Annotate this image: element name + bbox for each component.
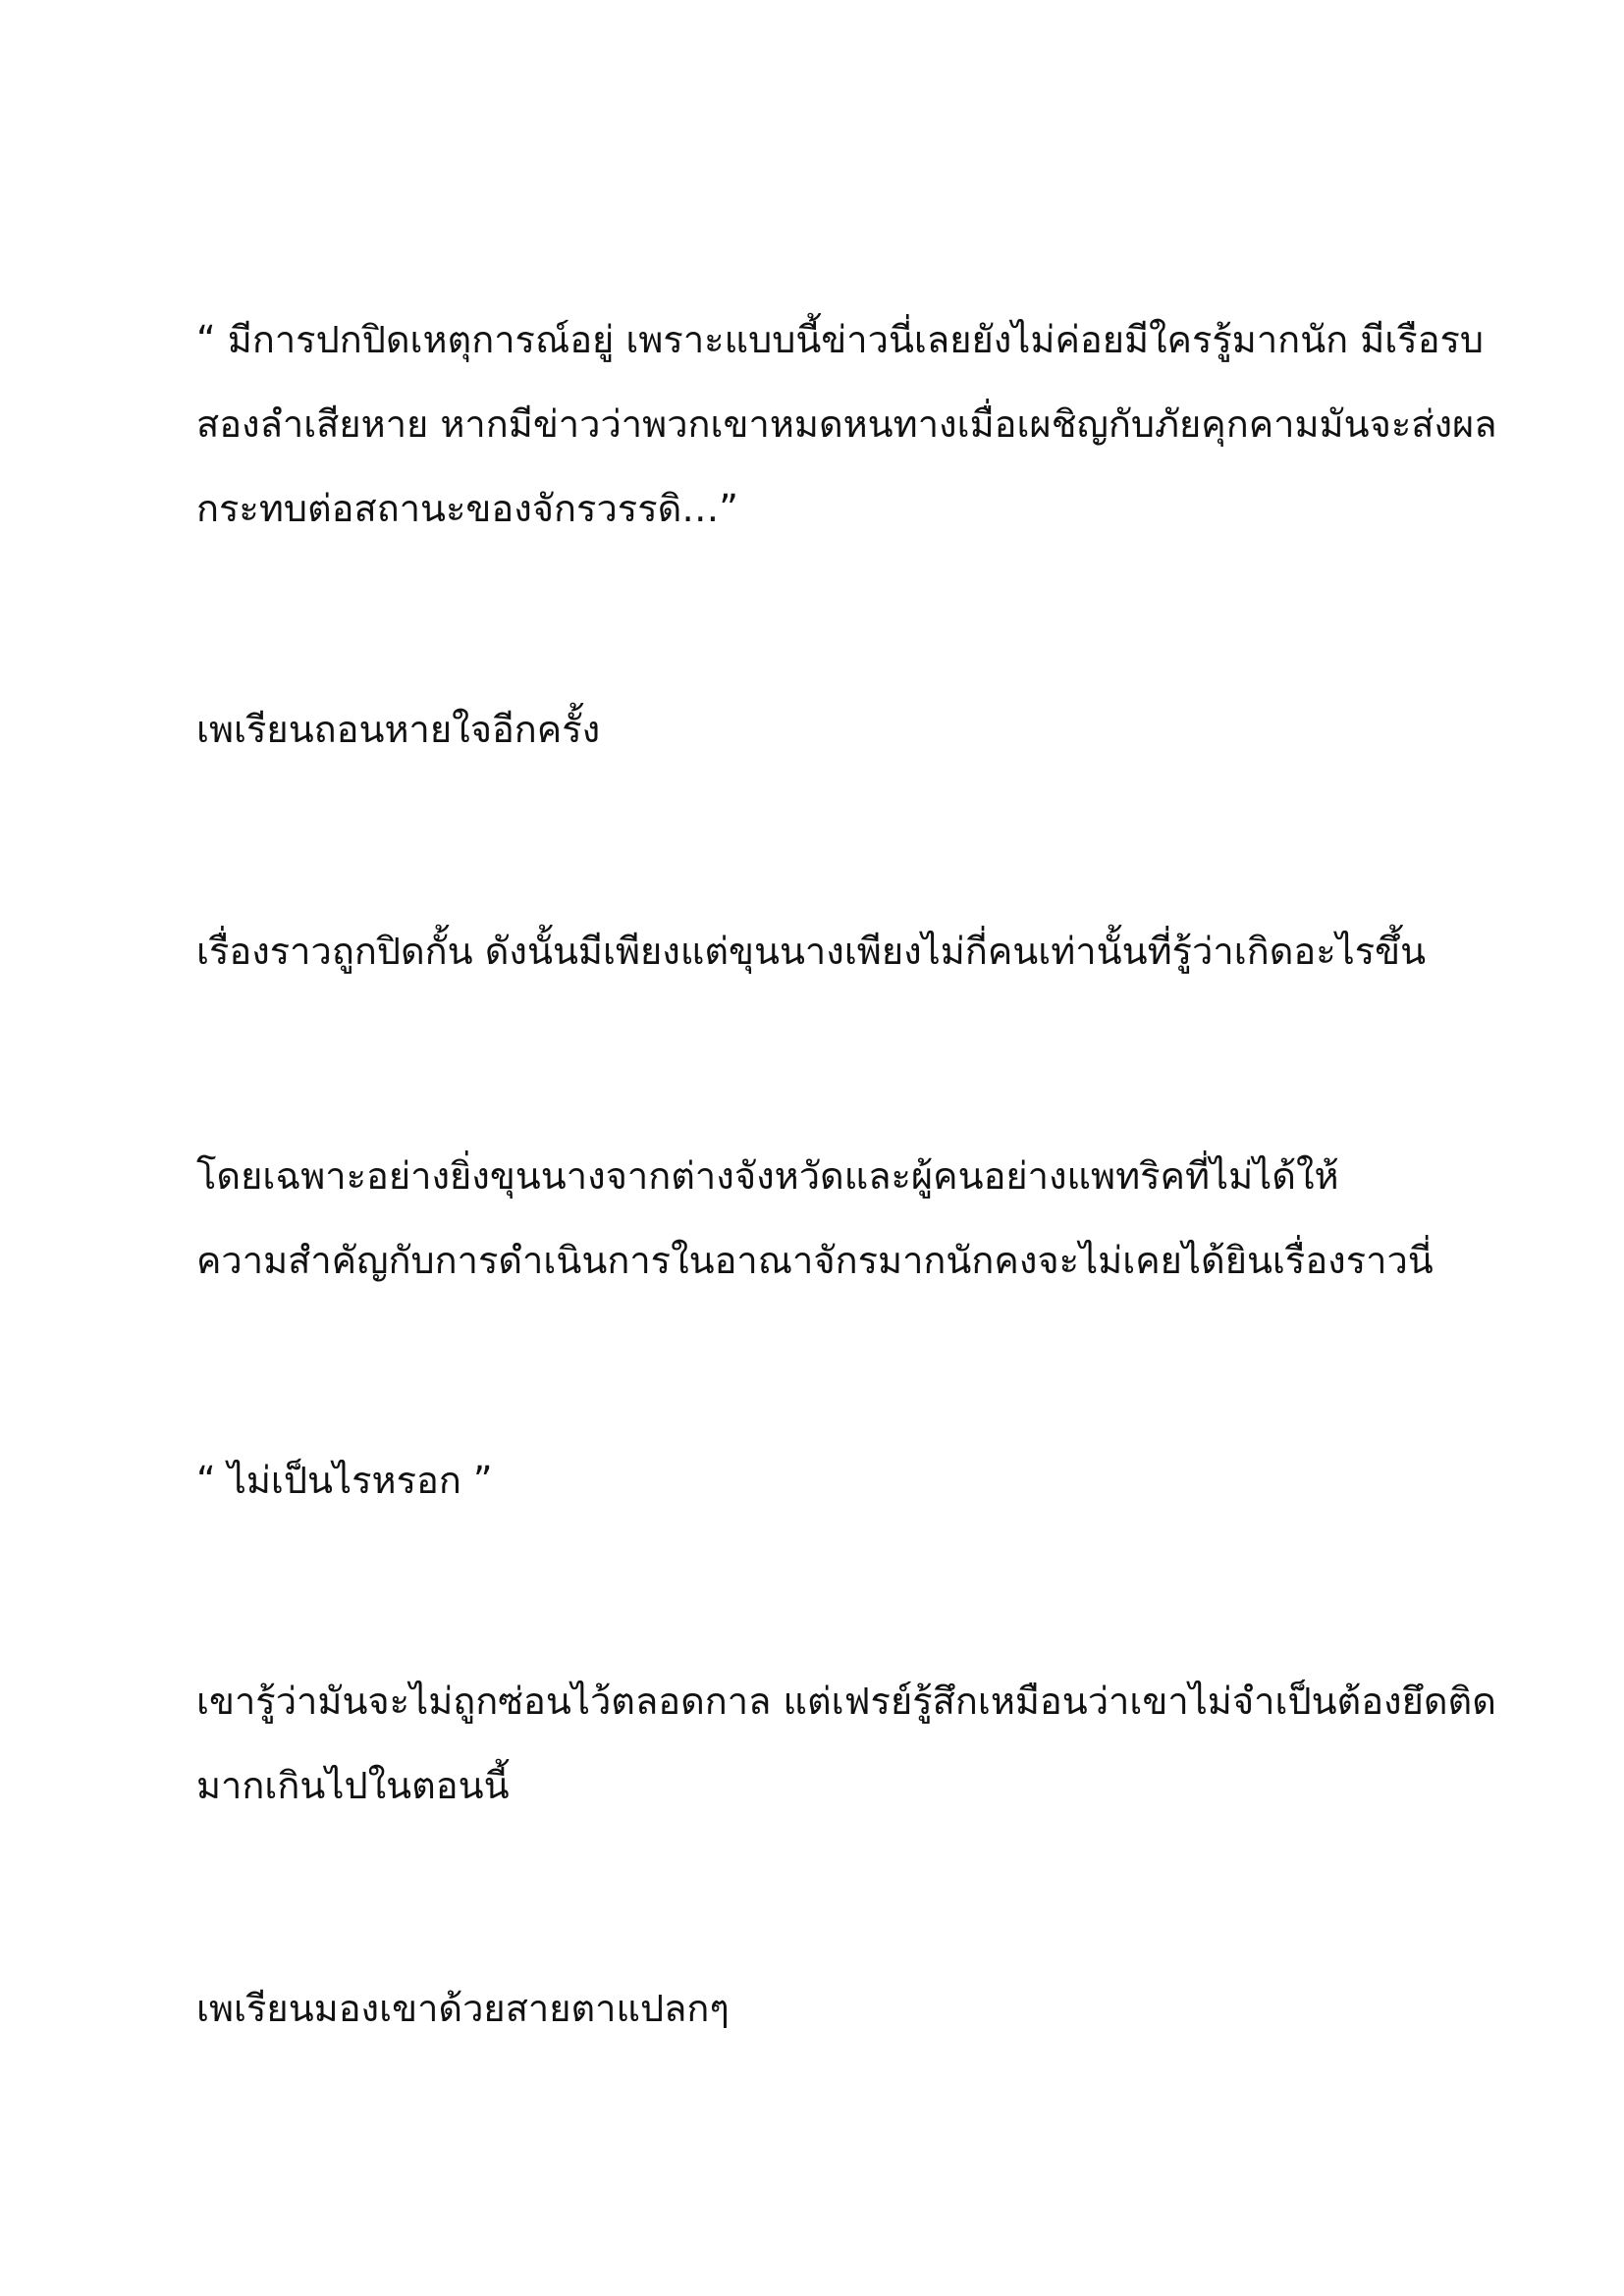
text-line: เพเรียนถอนหายใจอีกครั้ง (196, 708, 601, 751)
paragraph-quote-fine (196, 1438, 1473, 1522)
paragraph-story-blocked (196, 909, 1473, 993)
text-line: มากเกินไปในตอนนี้ (196, 1764, 510, 1807)
paragraph-strange-look (196, 1966, 1473, 2051)
text-line: โดยเฉพาะอย่างยิ่งขุนนางจากต่างจังหวัดและผู้คนอย่างแพทริคที่ไม่ได้ให้ (196, 1154, 1339, 1198)
paragraph-freya-thoughts (196, 1659, 1496, 1828)
text-line: เพเรียนมองเขาด้วยสายตาแปลกๆ (196, 1987, 730, 2030)
paragraph-sigh (196, 687, 1473, 772)
paragraph-quote-cover-up (196, 297, 1497, 551)
text-line: เขารู้ว่ามันจะไม่ถูกซ่อนไว้ตลอดกาล แต่เฟรย์รู้สึกเหมือนว่าเขาไม่จำเป็นต้องยึดติด (196, 1680, 1496, 1723)
paragraph-nobles (196, 1134, 1473, 1303)
text-line: กระทบต่อสถานะของจักรวรรดิ…” (196, 487, 738, 530)
text-line: เรื่องราวถูกปิดกั้น ดังนั้นมีเพียงแต่ขุนนางเพียงไม่กี่คนเท่านั้นที่รู้ว่าเกิดอะไรขึ้น (196, 930, 1427, 973)
text-line: “ ไม่เป็นไรหรอก ” (196, 1459, 493, 1502)
text-line: สองลำเสียหาย หากมีข่าวว่าพวกเขาหมดหนทางเมื่อเผชิญกับภัยคุกคามมันจะส่งผล (196, 402, 1497, 446)
text-line: ความสำคัญกับการดำเนินการในอาณาจักรมากนักคงจะไม่เคยได้ยินเรื่องราวนี่ (196, 1239, 1434, 1282)
text-line: “ มีการปกปิดเหตุการณ์อยู่ เพราะแบบนี้ข่าวนี่เลยยังไม่ค่อยมีใครรู้มากนัก มีเรือรบ (196, 318, 1485, 361)
